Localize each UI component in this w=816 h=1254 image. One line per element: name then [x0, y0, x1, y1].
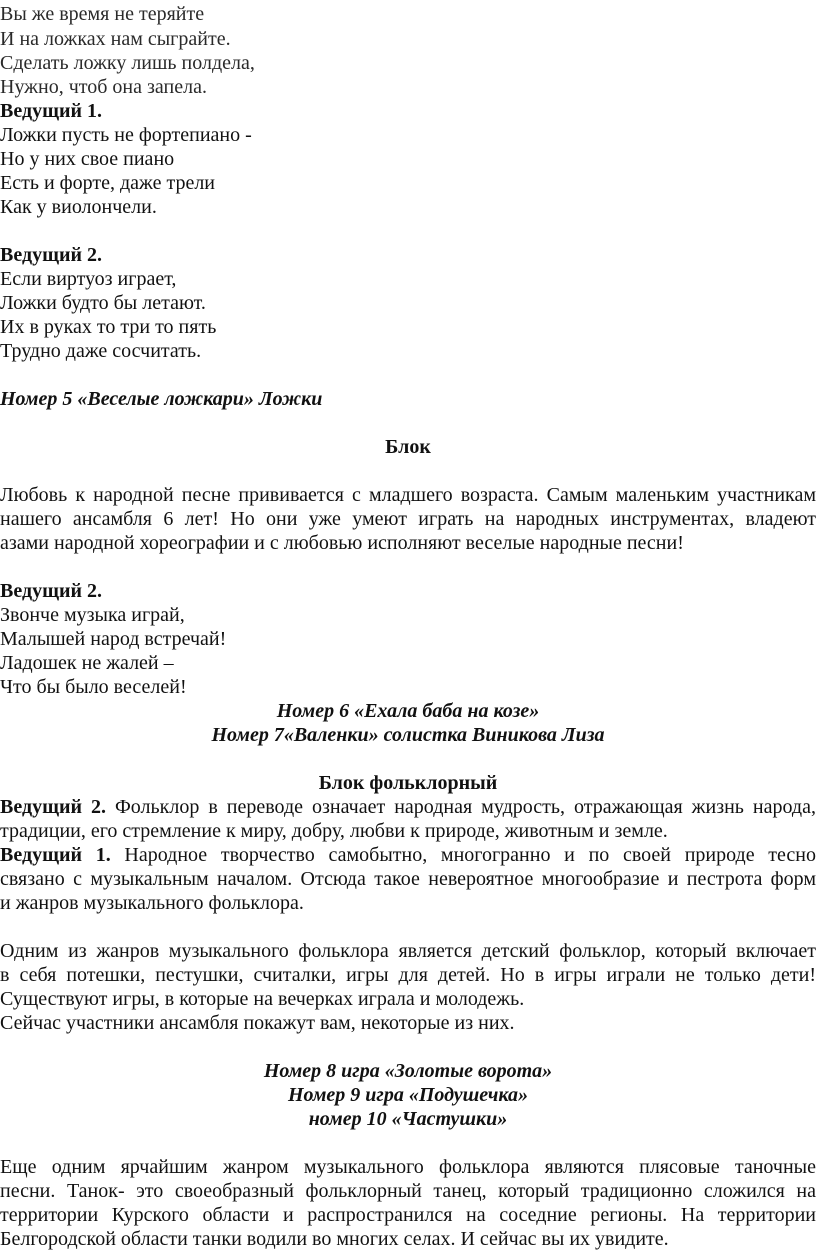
speaker-label: Ведущий 1.	[0, 100, 103, 122]
poem-line: Малышей народ встречай!	[0, 628, 227, 650]
performance-number: Номер 5 «Веселые ложкари» Ложки	[0, 388, 323, 410]
paragraph-line: песни. Танок- это своеобразный фольклорный танец, который традиционно сложился на	[0, 1180, 816, 1202]
poem-line: Если виртуоз играет,	[0, 268, 177, 290]
section-heading: Блок	[385, 436, 431, 458]
paragraph-line: азами народной хореографии и с любовью исполняют веселые народные песни!	[0, 532, 684, 554]
paragraph-line: традиции, его стремление к миру, добру, любви к природе, животным и земле.	[0, 820, 668, 842]
paragraph-line: и жанров музыкального фольклора.	[0, 892, 304, 914]
poem-line: И на ложках нам сыграйте.	[0, 28, 231, 50]
paragraph-line	[0, 843, 816, 867]
paragraph-line: территории Курского области и распространился на соседние регионы. На территории	[0, 1204, 816, 1226]
paragraph-line: Существуют игры, в которые на вечерках играла и молодежь.	[0, 988, 525, 1010]
paragraph-line	[0, 795, 816, 819]
paragraph-line: Еще одним ярчайшим жанром музыкального фольклора являются плясовые таночные	[0, 1156, 816, 1178]
poem-line: Ладошек не жалей –	[0, 652, 174, 674]
paragraph-line: Сейчас участники ансамбля покажут вам, некоторые из них.	[0, 1012, 515, 1034]
poem-line: Ложки будто бы летают.	[0, 292, 206, 314]
paragraph-line: в себя потешки, пестушки, считалки, игры для детей. Но в игры играли не только дети!	[0, 964, 816, 986]
paragraph-line: Одним из жанров музыкального фольклора является детский фольклор, который включает	[0, 940, 816, 962]
poem-line: Вы же время не теряйте	[0, 3, 205, 25]
performance-number: Номер 7«Валенки» солистка Виникова Лиза	[211, 724, 605, 746]
poem-line: Их в руках то три то пять	[0, 316, 217, 338]
poem-line: Трудно даже сосчитать.	[0, 340, 202, 362]
paragraph-text: Народное творчество самобытно, многогранно и по своей природе тесно	[110, 844, 816, 866]
performance-number: Номер 9 игра «Подушечка»	[287, 1084, 529, 1106]
poem-line: Как у виолончели.	[0, 196, 157, 218]
performance-number: Номер 6 «Ехала баба на козе»	[276, 700, 540, 722]
poem-line: Есть и форте, даже трели	[0, 172, 215, 194]
speaker-label: Ведущий 2.	[0, 796, 106, 818]
paragraph-line: Любовь к народной песне прививается с младшего возраста. Самым маленьким участникам	[0, 484, 816, 506]
poem-line: Но у них свое пиано	[0, 148, 175, 170]
speaker-label: Ведущий 2.	[0, 580, 103, 602]
poem-line: Нужно, чтоб она запела.	[0, 76, 207, 98]
paragraph-line: Белгородской области танки водили во многих селах. И сейчас вы их увидите.	[0, 1228, 669, 1250]
performance-number: номер 10 «Частушки»	[308, 1108, 508, 1130]
paragraph-line: нашего ансамбля 6 лет! Но они уже умеют играть на народных инструментах, владеют	[0, 508, 816, 530]
poem-line: Что бы было веселей!	[0, 676, 187, 698]
section-heading: Блок фольклорный	[318, 772, 498, 794]
speaker-label: Ведущий 2.	[0, 244, 103, 266]
speaker-label: Ведущий 1.	[0, 844, 111, 866]
poem-line: Сделать ложку лишь полдела,	[0, 52, 255, 74]
paragraph-text: Фольклор в переводе означает народная мудрость, отражающая жизнь народа,	[106, 796, 816, 818]
poem-line: Звонче музыка играй,	[0, 604, 185, 626]
poem-line: Ложки пусть не фортепиано -	[0, 124, 252, 146]
paragraph-line: связано с музыкальным началом. Отсюда такое невероятное многообразие и пестрота форм	[0, 868, 816, 890]
performance-number: Номер 8 игра «Золотые ворота»	[263, 1060, 553, 1082]
